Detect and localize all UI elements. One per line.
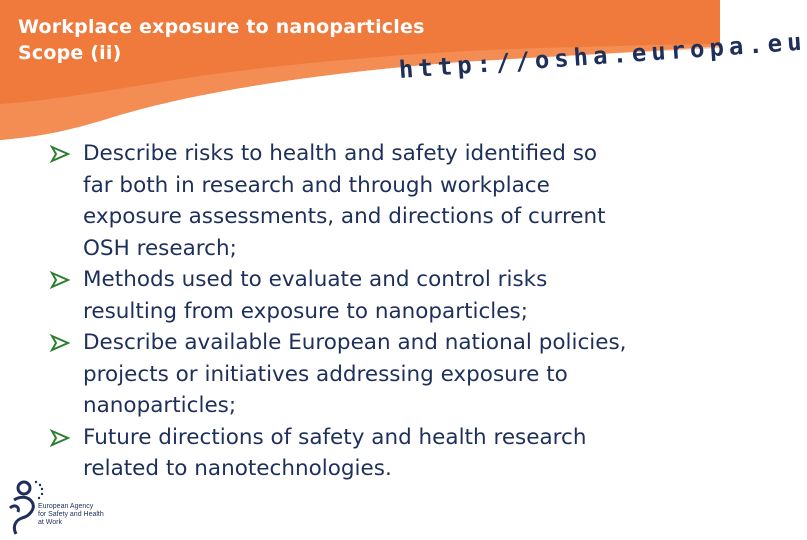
arrow-bullet-icon: [50, 334, 70, 352]
osha-figure-icon: [10, 482, 33, 534]
bullet-list: [50, 138, 700, 485]
slide-title-line-1: Workplace exposure to nanoparticles: [18, 16, 425, 38]
bullet-item: [50, 138, 700, 264]
logo-text-line: at Work: [38, 519, 62, 526]
slide-title-line-2: Scope (ii): [18, 42, 122, 64]
bullet-line: related to nanotechnologies.: [83, 456, 392, 481]
eu-osha-logo-text: [38, 503, 128, 527]
slide-title: [18, 14, 425, 66]
bullet-line: nanoparticles;: [83, 393, 237, 418]
bullet-line: Describe available European and national policies,: [83, 330, 627, 355]
logo-text-line: European Agency: [38, 503, 94, 510]
bullet-line: resulting from exposure to nanoparticles;: [83, 298, 528, 324]
arrow-bullet-icon: [50, 271, 70, 289]
bullet-item: [50, 327, 700, 422]
bullet-line: Future directions of safety and health research: [83, 424, 587, 450]
logo-text-line: for Safety and Health: [38, 511, 104, 518]
bullet-line: Methods used to evaluate and control risks: [83, 267, 548, 292]
bullet-item: [50, 422, 700, 485]
bullet-line: far both in research and through workplace: [83, 172, 550, 198]
arrow-bullet-icon: [50, 429, 70, 447]
osha-url: http://osha.europa.eu: [398, 27, 807, 84]
eu-stars-icon: [35, 481, 43, 499]
bullet-line: Describe risks to health and safety identified so: [83, 141, 598, 166]
header-banner: [0, 0, 807, 140]
arrow-bullet-icon: [50, 145, 70, 163]
bullet-item: [50, 264, 700, 327]
bullet-line: exposure assessments, and directions of current: [83, 204, 606, 229]
bullet-line: OSH research;: [83, 235, 237, 261]
bullet-line: projects or initiatives addressing exposure to: [83, 361, 568, 387]
